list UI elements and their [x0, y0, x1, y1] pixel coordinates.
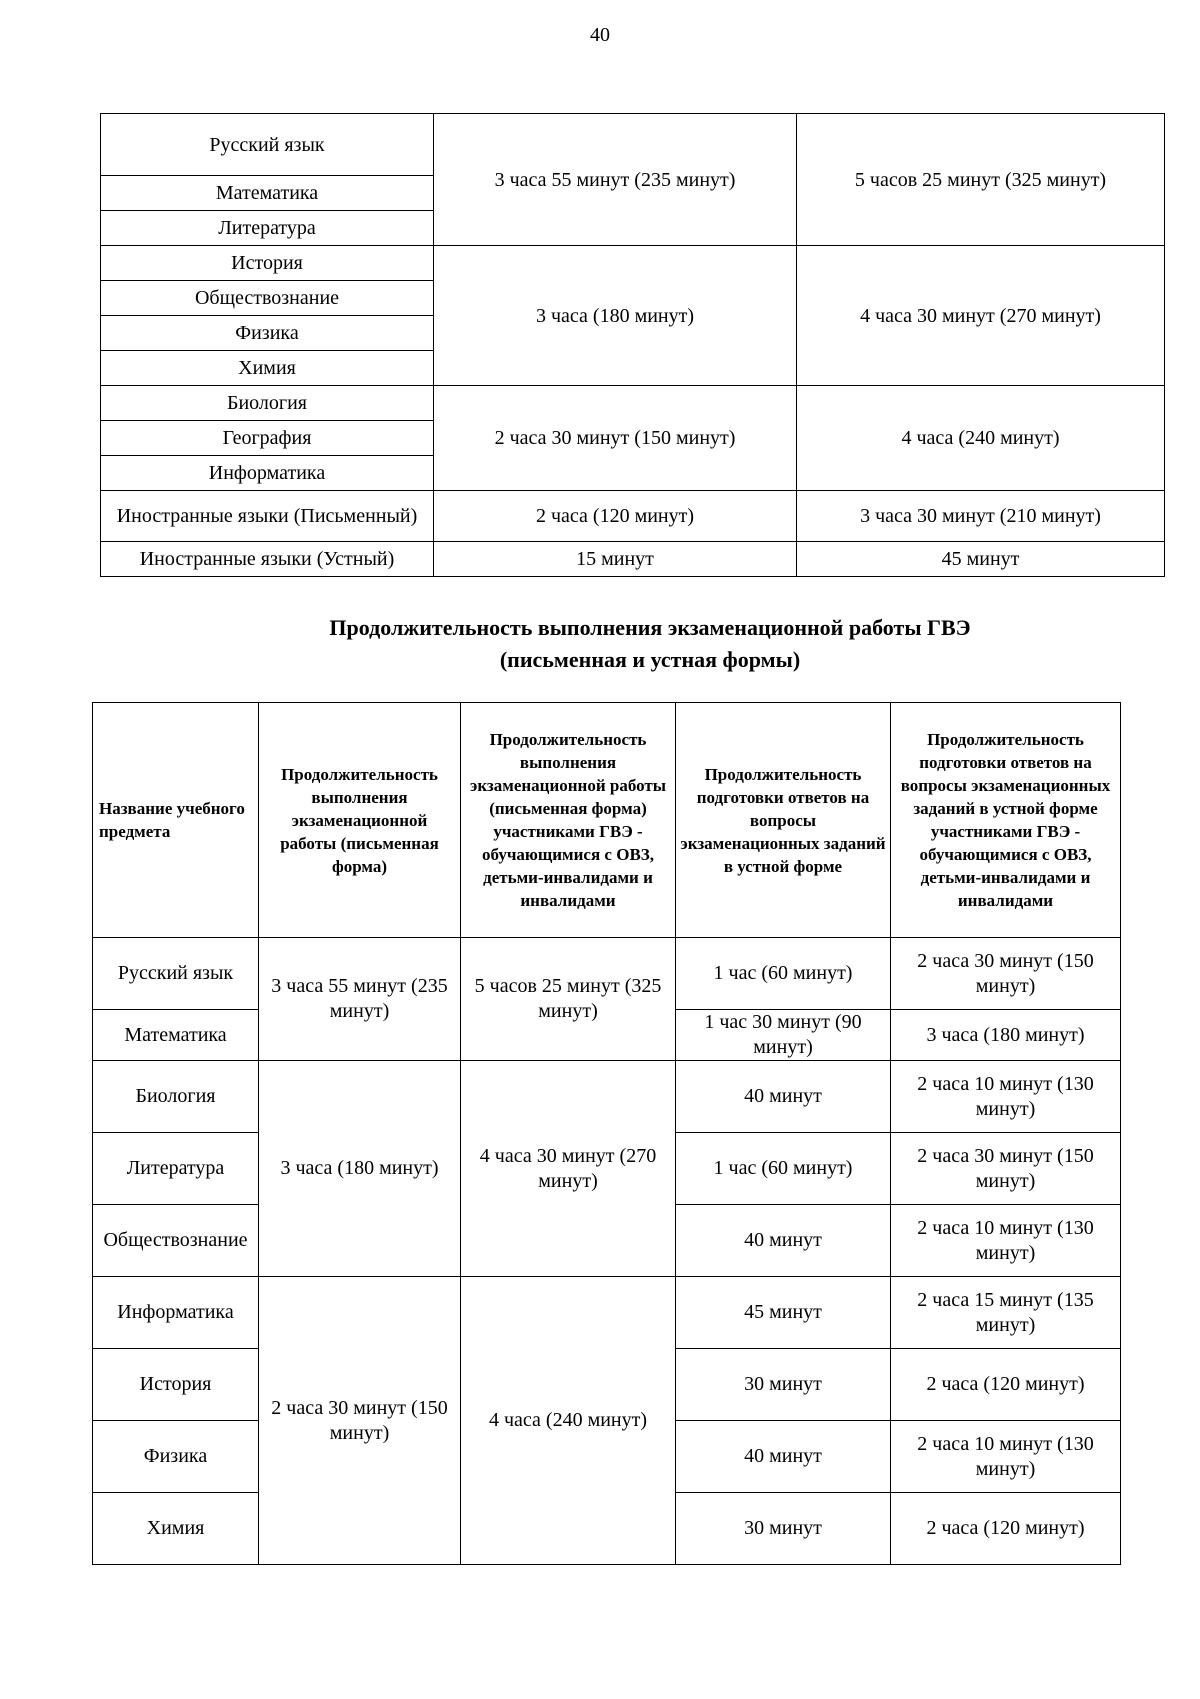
table-cell-oral: 1 час (60 минут)	[676, 938, 891, 1010]
table-cell-oral-ovz: 2 часа (120 минут)	[891, 1349, 1121, 1421]
table-cell-subject: Биология	[101, 386, 434, 421]
table-cell-oral: 40 минут	[676, 1421, 891, 1493]
table-header: Продолжительность подготовки ответов на вопросы экзаменационных заданий в устной форме	[676, 703, 891, 938]
table-cell-written-ovz: 5 часов 25 минут (325 минут)	[461, 938, 676, 1061]
table-cell-duration-ovz: 3 часа 30 минут (210 минут)	[797, 491, 1165, 542]
table-cell-subject: Физика	[101, 316, 434, 351]
table-cell-oral: 1 час (60 минут)	[676, 1133, 891, 1205]
table-header: Продолжительность выполнения экзаменационной работы (письменная форма) участниками ГВЭ - обучающимися с ОВЗ, детьми-инвалидами и инвалидами	[461, 703, 676, 938]
table-cell-subject: Русский язык	[93, 938, 259, 1010]
table-cell-duration: 2 часа (120 минут)	[434, 491, 797, 542]
table-cell-subject: История	[101, 246, 434, 281]
table-cell-oral-ovz: 2 часа 10 минут (130 минут)	[891, 1421, 1121, 1493]
table-cell-oral-ovz: 2 часа (120 минут)	[891, 1493, 1121, 1565]
table-cell-oral-ovz: 2 часа 30 минут (150 минут)	[891, 1133, 1121, 1205]
table-cell-subject: Обществознание	[101, 281, 434, 316]
table-cell-duration: 2 часа 30 минут (150 минут)	[434, 386, 797, 491]
page-number: 40	[590, 24, 610, 46]
table-cell-oral-ovz: 2 часа 10 минут (130 минут)	[891, 1061, 1121, 1133]
table-cell-subject: Русский язык	[101, 114, 434, 176]
table-cell-oral-ovz: 2 часа 15 минут (135 минут)	[891, 1277, 1121, 1349]
table-cell-oral: 30 минут	[676, 1349, 891, 1421]
section-heading-line2: (письменная и устная формы)	[499, 647, 801, 672]
table-cell-duration: 3 часа 55 минут (235 минут)	[434, 114, 797, 246]
table-cell-written: 2 часа 30 минут (150 минут)	[259, 1277, 461, 1565]
duration-table	[100, 113, 1165, 577]
table-cell-subject: Информатика	[101, 456, 434, 491]
section-heading-line1: Продолжительность выполнения экзаменационной работы ГВЭ	[329, 615, 971, 640]
table-cell-subject: Математика	[101, 176, 434, 211]
table-cell-duration-ovz: 45 минут	[797, 542, 1165, 577]
table-cell-subject: История	[93, 1349, 259, 1421]
table-cell-written: 3 часа 55 минут (235 минут)	[259, 938, 461, 1061]
table-cell-subject: Биология	[93, 1061, 259, 1133]
table-cell-subject: Иностранные языки (Устный)	[101, 542, 434, 577]
table-cell-subject: География	[101, 421, 434, 456]
table-cell-oral: 40 минут	[676, 1061, 891, 1133]
table-cell-subject: Математика	[93, 1010, 259, 1061]
table-cell-oral: 1 час 30 минут (90 минут)	[676, 1010, 891, 1061]
table-cell-written-ovz: 4 часа (240 минут)	[461, 1277, 676, 1565]
table-cell-subject: Химия	[93, 1493, 259, 1565]
table-header: Название учебного предмета	[93, 703, 259, 938]
section-heading	[200, 612, 1100, 676]
table-cell-oral-ovz: 2 часа 30 минут (150 минут)	[891, 938, 1121, 1010]
table-cell-subject: Физика	[93, 1421, 259, 1493]
table-cell-oral: 40 минут	[676, 1205, 891, 1277]
table-cell-subject: Химия	[101, 351, 434, 386]
table-cell-written-ovz: 4 часа 30 минут (270 минут)	[461, 1061, 676, 1277]
table-cell-subject: Литература	[101, 211, 434, 246]
table-cell-subject: Литература	[93, 1133, 259, 1205]
table-cell-subject: Обществознание	[93, 1205, 259, 1277]
table-header: Продолжительность подготовки ответов на вопросы экзаменационных заданий в устной форме участниками ГВЭ - обучающимися с ОВЗ, детьми-инвалидами и инвалидами	[891, 703, 1121, 938]
table-cell-oral: 30 минут	[676, 1493, 891, 1565]
table-cell-duration-ovz: 4 часа 30 минут (270 минут)	[797, 246, 1165, 386]
gve-duration-table	[92, 702, 1121, 1565]
table-cell-subject: Иностранные языки (Письменный)	[101, 491, 434, 542]
table-cell-subject: Информатика	[93, 1277, 259, 1349]
table-cell-duration: 15 минут	[434, 542, 797, 577]
table-header: Продолжительность выполнения экзаменационной работы (письменная форма)	[259, 703, 461, 938]
table-cell-oral-ovz: 2 часа 10 минут (130 минут)	[891, 1205, 1121, 1277]
table-cell-duration-ovz: 5 часов 25 минут (325 минут)	[797, 114, 1165, 246]
table-cell-oral: 45 минут	[676, 1277, 891, 1349]
table-cell-written: 3 часа (180 минут)	[259, 1061, 461, 1277]
table-cell-oral-ovz: 3 часа (180 минут)	[891, 1010, 1121, 1061]
table-cell-duration: 3 часа (180 минут)	[434, 246, 797, 386]
table-cell-duration-ovz: 4 часа (240 минут)	[797, 386, 1165, 491]
